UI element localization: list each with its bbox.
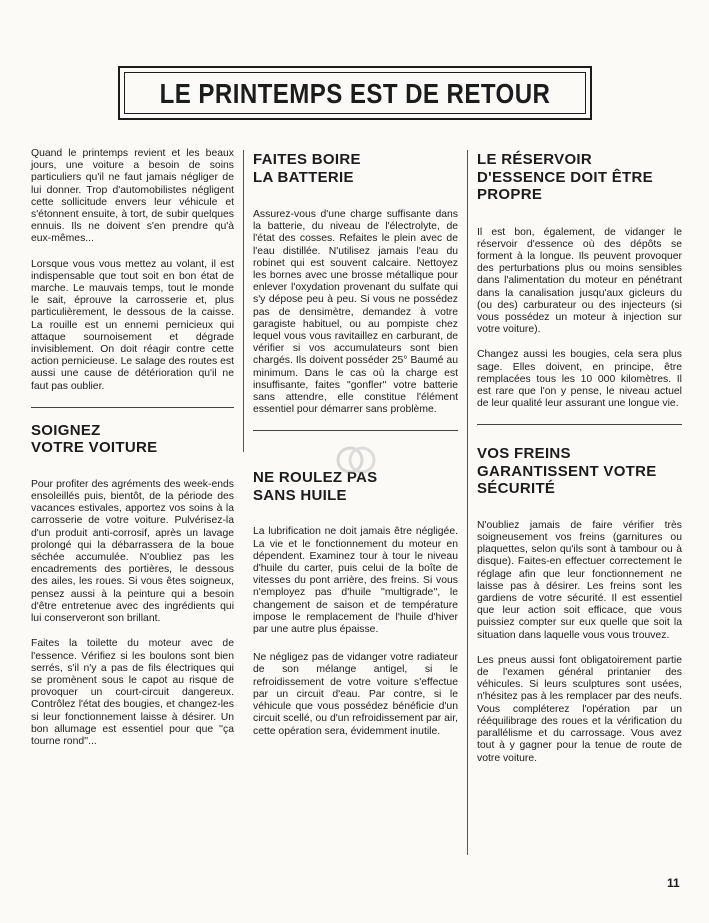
freins-paragraph-2: Les pneus aussi font obligatoirement partie de l'examen général printanier des véhicules. Si leurs sculptures sont usées, n'hésitez pas à les remplacer par des neufs. Vous compléterez l'opération par un rééquilibrage des roues et la vérification du parallélisme et du carrossage. Vous avez tout à y gagner pour la tenue de route de votre voiture.	[477, 654, 682, 764]
column-3	[477, 148, 682, 778]
freins-paragraph-1: N'oubliez jamais de faire vérifier très soigneusement vos freins (garnitures ou plaquettes, selon qu'ils sont à tambour ou à disque). Faites-en effectuer correctement le réglage afin que leur fonctionnement ne laisse pas à désirer. Les freins sont les gardiens de votre sécurité. Il est essentiel que leur action soit efficace, que vous puissiez compter sur eux quelle que soit la situation dans laquelle vous vous trouvez.	[477, 519, 682, 641]
column-divider-left	[243, 150, 244, 452]
huile-paragraph-1: La lubrification ne doit jamais être négligée. La vie et le fonctionnement du moteur en dépendent. Examinez tour à tour le niveau d'huile du carter, puis celui de la boîte de vitesses du pont arrière, des freins. Si vous n'employez pas d'huile ''multigrade'', le changement de saison et de température impose le remplacement de l'huile d'hiver par une autre plus épaisse.	[253, 526, 458, 636]
heading-line: SANS HUILE	[253, 486, 347, 504]
heading-line: D'ESSENCE DOIT ÊTRE	[477, 168, 653, 186]
section-rule	[477, 424, 682, 425]
heading-line: FAITES BOIRE	[253, 151, 361, 168]
page-number: 11	[667, 876, 680, 890]
section-heading-batterie	[253, 151, 458, 186]
section-heading-freins	[477, 445, 682, 498]
heading-line: LE RÉSERVOIR	[477, 151, 593, 168]
section-heading-reservoir	[477, 151, 682, 204]
huile-paragraph-2: Ne négligez pas de vidanger votre radiateur de son mélange antigel, si le refroidissement de votre voiture s'effectue par un circuit d'eau. Par contre, si le véhicule que vous possédez bénéficie d'un circuit scellé, ou d'un refroidissement par air, cette opération sera, évidemment inutile.	[253, 652, 458, 737]
heading-line: SOIGNEZ	[31, 421, 101, 439]
heading-line: PROPRE	[477, 186, 543, 203]
section-heading-soignez	[31, 422, 234, 457]
heading-line: NE ROULEZ PAS	[253, 469, 378, 487]
title-box	[118, 66, 592, 120]
heading-line: LA BATTERIE	[253, 168, 354, 186]
intro-paragraph-2: Lorsque vous vous mettez au volant, il est indispensable que tout soit en bon état de marche. Le mauvais temps, tout le monde le sait, éprouve la carrosserie et, plus particulièrement, le dessous de la caisse. La rouille est un ennemi pernicieux qui attaque sournoisement et dégrade invisiblement. On doit réagir contre cette action pernicieuse. Le salage des routes est aussi une cause de détérioration qu'il ne faut pas oublier.	[31, 258, 234, 392]
column-2	[253, 148, 458, 751]
section-rule	[31, 407, 234, 408]
heading-line: VOS FREINS	[477, 445, 571, 463]
column-divider-right	[467, 150, 468, 855]
reservoir-paragraph-1: Il est bon, également, de vidanger le réservoir d'essence où des dépôts se forment à la longue. Ils peuvent provoquer des perturbations plus ou moins sensibles dans l'alimentation du moteur en pénétrant dans la canalisation jusqu'aux gicleurs du (ou des) carburateur ou des injecteurs (si vous possédez un moteur à injection sur votre voiture).	[477, 226, 682, 336]
reservoir-paragraph-2: Changez aussi les bougies, cela sera plus sage. Elles doivent, en principe, être remplacées tous les 10 000 kilomètres. Il est rare que l'on y pense, le niveau actuel de leur qualité leur assurant une longue vie.	[477, 349, 682, 410]
section-rule	[253, 430, 458, 431]
batterie-paragraph-1: Assurez-vous d'une charge suffisante dans la batterie, du niveau de l'électrolyte, de l'état des cosses. Refaites le plein avec de l'eau distillée. N'utilisez jamais l'eau du robinet qui est souvent calcaire. Nettoyez les bornes avec une brosse métallique pour enlever l'oxydation provenant du sulfate qui s'y dépose peu à peu. Si vous ne possédez pas de densimètre, demandez à votre garagiste habituel, ou au pompiste chez lequel vous vous ravitaillez en carburant, de vérifier si vos accumulateurs sont bien chargés. Ils doivent posséder 25° Baumé au minimum. Dans le cas où la charge est insuffisante, faites ''gonfler'' votre batterie sans attendre, elle constitue l'élément essentiel pour démarrer sans problème.	[253, 209, 458, 416]
section-heading-huile	[253, 469, 458, 504]
page-title: LE PRINTEMPS EST DE RETOUR	[159, 78, 551, 109]
column-1	[31, 148, 234, 761]
intro-paragraph-1: Quand le printemps revient et les beaux jours, une voiture a besoin de soins particuliers qu'il ne faut jamais négliger de lui donner. Trop d'automobilistes négligent cette sollicitude envers leur véhicule et s'étonnent ensuite, à tort, de subir quelques ennuis. Ils ne doivent s'en prendre qu'à eux-mêmes...	[31, 148, 234, 245]
soignez-paragraph-1: Pour profiter des agréments des week-ends ensoleillés puis, bientôt, de la période des vacances estivales, apportez vos soins à la carrosserie de votre voiture. Pulvérisez-la d'un produit anti-corrosif, après un lavage prolongé qui la débarrassera de la boue séchée accumulée. N'oubliez pas les encadrements des portières, le dessous des ailes, les roues. Si vous êtes soigneux, pensez aussi à la peinture qui a besoin d'être entretenue avec des ingrédients qui lui conserveront son brillant.	[31, 478, 234, 625]
heading-line: SÉCURITÉ	[477, 480, 556, 498]
heading-line: GARANTISSENT VOTRE	[477, 462, 657, 480]
heading-line: VOTRE VOITURE	[31, 439, 158, 457]
soignez-paragraph-2: Faites la toilette du moteur avec de l'essence. Vérifiez si les boulons sont bien serrés, s'il n'y a pas de fils électriques qui se promènent sous le capot au risque de provoquer un court-circuit dangereux. Contrôlez l'état des bougies, et changez-les si leur fonctionnement laisse à désirer. Un bon allumage est essentiel pour que ''ça tourne rond''...	[31, 638, 234, 747]
